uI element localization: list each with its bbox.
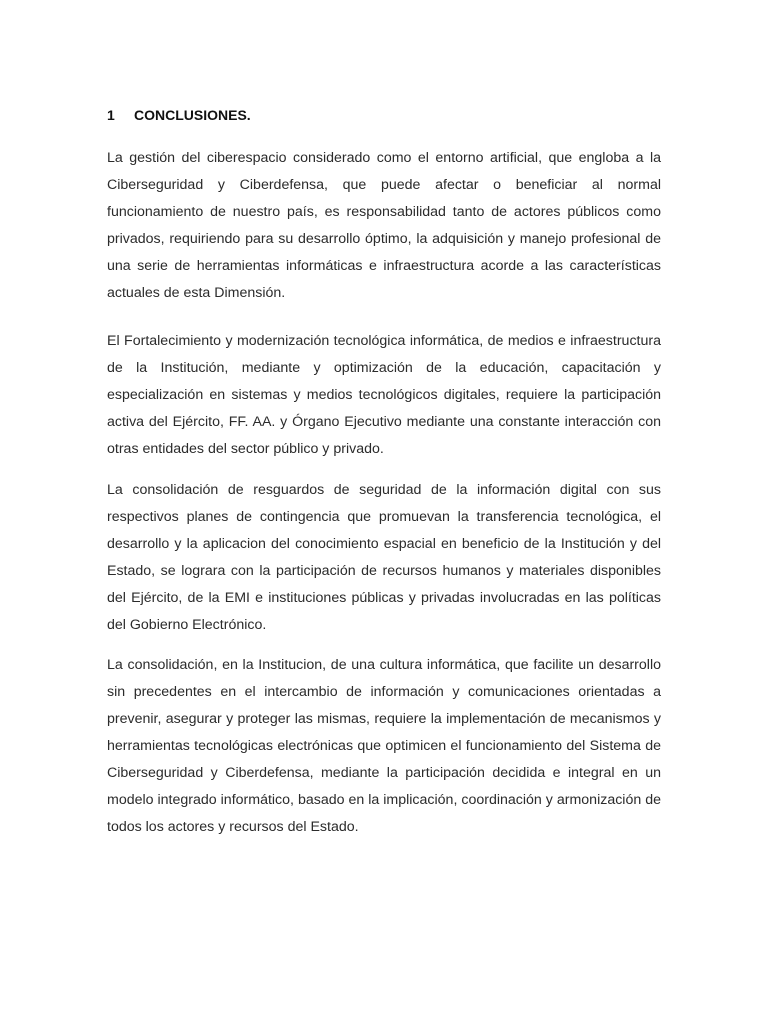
section-title: CONCLUSIONES. [134, 107, 251, 123]
section-heading [107, 107, 251, 123]
paragraph-resguardos: La consolidación de resguardos de seguridad de la información digital con sus respectivos planes de contingencia que promuevan la transferencia tecnológica, el desarrollo y la aplicacion del conocimiento espacial en beneficio de la Institución y del Estado, se lograra con la participación de recursos humanos y materiales disponibles del Ejército, de la EMI e instituciones públicas y privadas involucradas en las políticas del Gobierno Electrónico. [107, 482, 661, 633]
paragraph-fortalecimiento: El Fortalecimiento y modernización tecnológica informática, de medios e infraestructura de la Institución, mediante y optimización de la educación, capacitación y especialización en sistemas y medios tecnológicos digitales, requiere la participación activa del Ejército, FF. AA. y Órgano Ejecutivo mediante una constante interacción con otras entidades del sector público y privado. [107, 333, 661, 457]
paragraph-cultura-informatica: La consolidación, en la Institucion, de una cultura informática, que facilite un desarrollo sin precedentes en el intercambio de información y comunicaciones orientadas a prevenir, asegurar y proteger las mismas, requiere la implementación de mecanismos y herramientas tecnológicas electrónicas que optimicen el funcionamiento del Sistema de Ciberseguridad y Ciberdefensa, mediante la participación decidida e integral en un modelo integrado informático, basado en la implicación, coordinación y armonización de todos los actores y recursos del Estado. [107, 657, 661, 835]
section-number: 1 [107, 107, 115, 123]
paragraph-ciberespacio: La gestión del ciberespacio considerado como el entorno artificial, que engloba a la Ciberseguridad y Ciberdefensa, que puede afectar o beneficiar al normal funcionamiento de nuestro país, es responsabilidad tanto de actores públicos como privados, requiriendo para su desarrollo óptimo, la adquisición y manejo profesional de una serie de herramientas informáticas e infraestructura acorde a las características actuales de esta Dimensión. [107, 150, 661, 301]
